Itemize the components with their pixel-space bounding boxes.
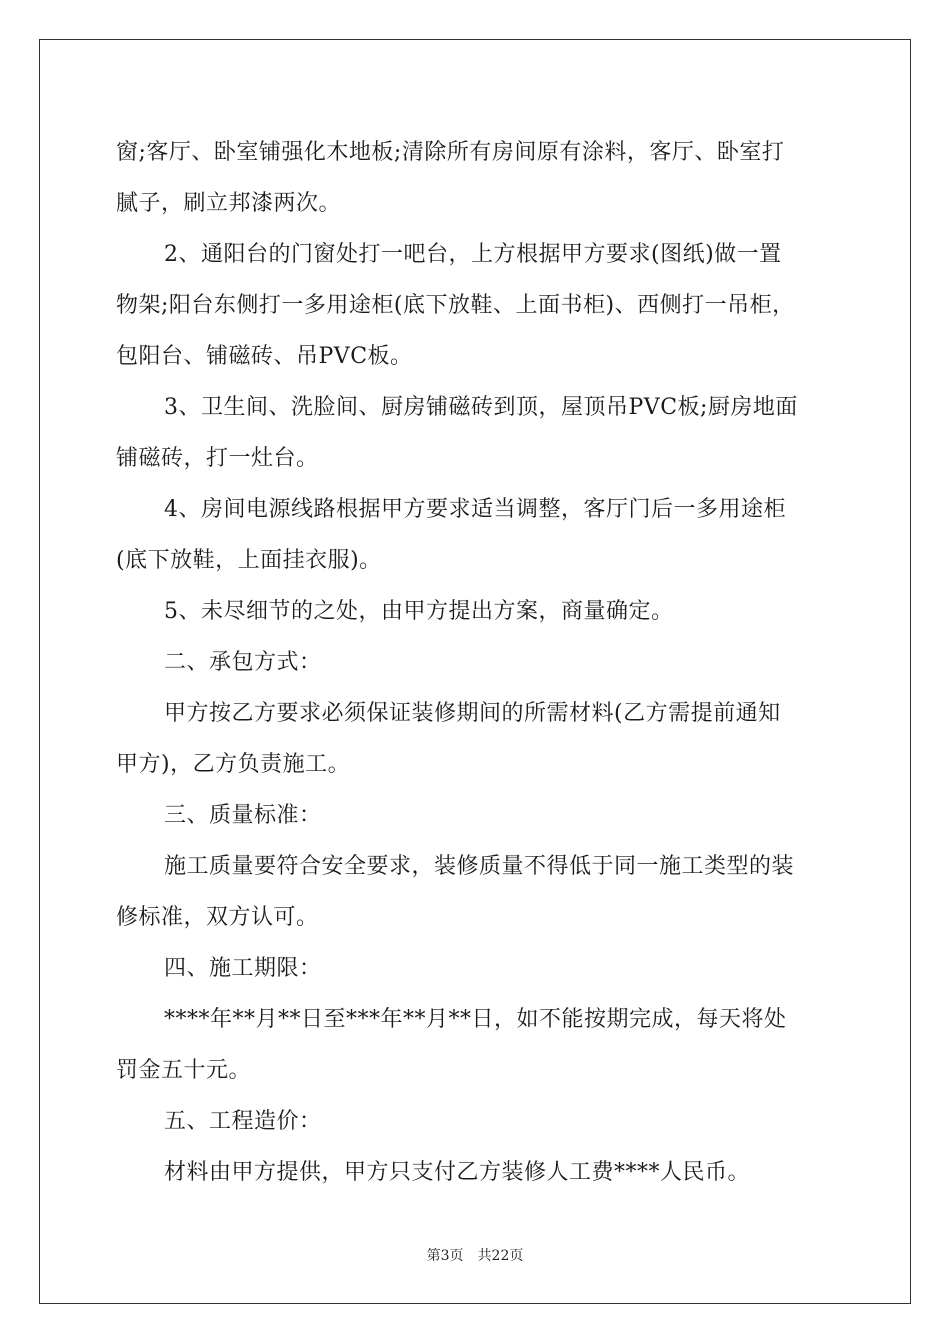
body-line: 材料由甲方提供，甲方只支付乙方装修人工费****人民币。 bbox=[164, 1160, 751, 1185]
body-line: 2、通阳台的门窗处打一吧台，上方根据甲方要求(图纸)做一置 bbox=[164, 242, 782, 267]
body-line: 5、未尽细节的之处，由甲方提出方案，商量确定。 bbox=[164, 599, 674, 624]
body-line: 修标准，双方认可。 bbox=[116, 905, 319, 930]
body-line: 腻子，刷立邦漆两次。 bbox=[116, 191, 342, 216]
section-heading: 二、承包方式： bbox=[164, 650, 322, 675]
body-line: 甲方)，乙方负责施工。 bbox=[116, 752, 351, 777]
document-body bbox=[116, 127, 838, 1198]
section-heading: 四、施工期限： bbox=[164, 956, 322, 981]
body-line: 罚金五十元。 bbox=[116, 1058, 252, 1083]
section-heading: 五、工程造价： bbox=[164, 1109, 322, 1134]
body-line: (底下放鞋，上面挂衣服)。 bbox=[116, 548, 382, 573]
page-total: 共22页 bbox=[477, 1248, 524, 1264]
body-line: 窗;客厅、卧室铺强化木地板;清除所有房间原有涂料，客厅、卧室打 bbox=[116, 140, 785, 165]
page-number: 第3页 bbox=[426, 1248, 464, 1264]
body-line: 物架;阳台东侧打一多用途柜(底下放鞋、上面书柜)、西侧打一吊柜， bbox=[116, 293, 795, 318]
page-footer bbox=[0, 1245, 950, 1265]
body-line: 3、卫生间、洗脸间、厨房铺磁砖到顶，屋顶吊PVC板;厨房地面 bbox=[164, 395, 798, 420]
body-line: 包阳台、铺磁砖、吊PVC板。 bbox=[116, 344, 413, 369]
body-line: 4、房间电源线路根据甲方要求适当调整，客厅门后一多用途柜 bbox=[164, 497, 786, 522]
body-line: 甲方按乙方要求必须保证装修期间的所需材料(乙方需提前通知 bbox=[164, 701, 781, 726]
body-line: ****年**月**日至***年**月**日，如不能按期完成，每天将处 bbox=[164, 1007, 787, 1032]
body-line: 施工质量要符合安全要求，装修质量不得低于同一施工类型的装 bbox=[164, 854, 795, 879]
section-heading: 三、质量标准： bbox=[164, 803, 322, 828]
body-line: 铺磁砖，打一灶台。 bbox=[116, 446, 319, 471]
